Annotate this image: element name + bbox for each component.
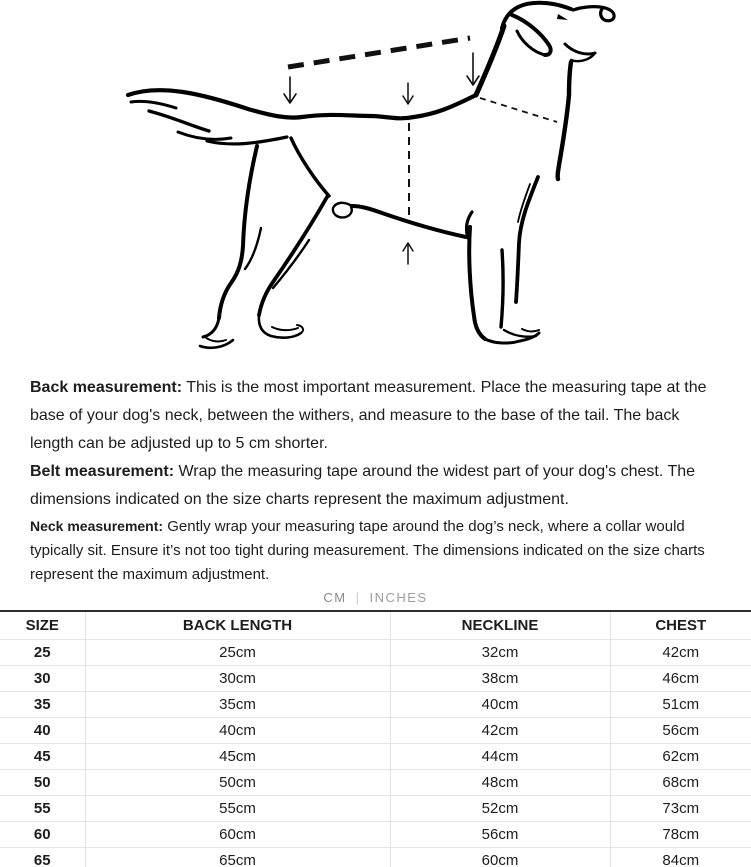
cell-back_length: 40cm	[85, 718, 390, 744]
neck-measurement-guide	[480, 98, 557, 122]
cell-chest: 42cm	[610, 640, 751, 666]
cell-size: 65	[0, 848, 85, 867]
cell-size: 60	[0, 822, 85, 848]
back-dashed-line	[288, 38, 470, 67]
cell-neckline: 56cm	[390, 822, 610, 848]
measurement-instructions	[0, 364, 751, 587]
cell-size: 25	[0, 640, 85, 666]
cell-neckline: 38cm	[390, 666, 610, 692]
size-chart-table	[0, 610, 751, 867]
cell-chest: 51cm	[610, 692, 751, 718]
size-table-header	[0, 611, 751, 640]
cell-chest: 56cm	[610, 718, 751, 744]
up-arrow-icon	[403, 243, 413, 264]
table-row	[0, 770, 751, 796]
belt-measurement-guide	[403, 83, 413, 264]
dog-measurement-diagram	[0, 0, 751, 364]
header-size: SIZE	[0, 611, 85, 640]
cell-back_length: 65cm	[85, 848, 390, 867]
cell-back_length: 45cm	[85, 744, 390, 770]
cell-neckline: 40cm	[390, 692, 610, 718]
cell-neckline: 44cm	[390, 744, 610, 770]
table-row	[0, 744, 751, 770]
cell-chest: 84cm	[610, 848, 751, 867]
cell-neckline: 32cm	[390, 640, 610, 666]
cell-neckline: 52cm	[390, 796, 610, 822]
cell-back_length: 55cm	[85, 796, 390, 822]
cell-chest: 68cm	[610, 770, 751, 796]
unit-toggle	[0, 590, 751, 605]
table-row	[0, 692, 751, 718]
neck-measurement-paragraph	[30, 514, 725, 587]
back-measurement-label: Back measurement:	[30, 379, 183, 396]
table-row	[0, 822, 751, 848]
cell-back_length: 30cm	[85, 666, 390, 692]
table-row	[0, 848, 751, 867]
cell-size: 50	[0, 770, 85, 796]
cell-size: 55	[0, 796, 85, 822]
cell-neckline: 60cm	[390, 848, 610, 867]
cell-back_length: 50cm	[85, 770, 390, 796]
unit-inches-button[interactable]: INCHES	[369, 590, 428, 605]
neck-measurement-text: Gently wrap your measuring tape around the dog’s neck, where a collar would typically sit. Ensure it’s not too tight during measurement. The dimensions indicated on the size charts represent the maximum adjustment.	[30, 518, 705, 583]
cell-back_length: 35cm	[85, 692, 390, 718]
cell-chest: 78cm	[610, 822, 751, 848]
header-neckline: NECKLINE	[390, 611, 610, 640]
cell-chest: 46cm	[610, 666, 751, 692]
down-arrow-icon	[467, 53, 479, 85]
belt-measurement-paragraph	[30, 458, 725, 514]
dog-measurement-figure	[0, 0, 751, 364]
neck-dashed-line	[480, 98, 557, 122]
cell-back_length: 60cm	[85, 822, 390, 848]
cell-size: 35	[0, 692, 85, 718]
unit-toggle-divider: |	[355, 590, 361, 605]
down-arrow-icon	[284, 77, 296, 103]
table-row	[0, 796, 751, 822]
back-measurement-paragraph	[30, 374, 725, 458]
cell-chest: 62cm	[610, 744, 751, 770]
neck-measurement-label: Neck measurement:	[30, 518, 164, 534]
cell-size: 30	[0, 666, 85, 692]
cell-neckline: 42cm	[390, 718, 610, 744]
cell-chest: 73cm	[610, 796, 751, 822]
header-row	[0, 611, 751, 640]
cell-size: 40	[0, 718, 85, 744]
back-measurement-text: This is the most important measurement. Place the measuring tape at the base of your dog's neck, between the withers, and measure to the base of the tail. The back length can be adjusted up to 5 cm shorter.	[30, 379, 707, 452]
down-arrow-icon	[403, 83, 413, 104]
table-row	[0, 718, 751, 744]
dog-eye	[557, 14, 568, 20]
belt-measurement-text: Wrap the measuring tape around the widest part of your dog's chest. The dimensions indicated on the size charts represent the maximum adjustment.	[30, 463, 696, 508]
cell-back_length: 25cm	[85, 640, 390, 666]
table-row	[0, 666, 751, 692]
header-back-length: BACK LENGTH	[85, 611, 390, 640]
header-chest: CHEST	[610, 611, 751, 640]
cell-size: 45	[0, 744, 85, 770]
table-row	[0, 640, 751, 666]
cell-neckline: 48cm	[390, 770, 610, 796]
back-measurement-guide	[284, 38, 479, 103]
size-table-body	[0, 640, 751, 867]
unit-cm-button[interactable]: CM	[323, 590, 347, 605]
belt-measurement-label: Belt measurement:	[30, 463, 175, 480]
